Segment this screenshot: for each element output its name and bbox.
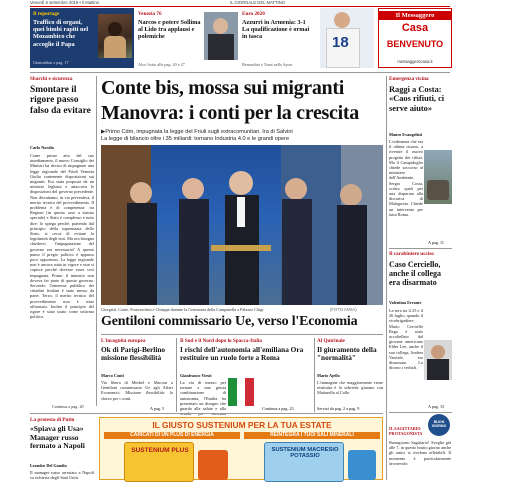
mid-story-3-pages[interactable]: Servizi da pag. 2 a pag. 9 bbox=[317, 406, 360, 411]
mid-story-2-headline[interactable]: I rischi dell'autonomia all'emiliana Ora restituire un ruolo forte a Roma bbox=[180, 345, 304, 363]
promo-reportage-kicker: Il reportage bbox=[33, 11, 60, 17]
left-section: Sbarchi e sicurezza bbox=[30, 76, 73, 82]
mid-story-3-body: L'immagine che maggiormente viene restituita è la sobrietà: giurano con Mattarella al Colle. bbox=[317, 380, 383, 396]
ad-bottom-title: IL GIUSTO SUSTENIUM PER LA TUA ESTATE bbox=[152, 420, 332, 430]
ad-url: messaggerocasa.it bbox=[397, 59, 433, 64]
bottom-left-section: La protesta di Putin bbox=[30, 417, 75, 423]
main-photo[interactable] bbox=[101, 145, 383, 305]
product-right-label: SUSTENIUM MACRESIO POTASSIO bbox=[271, 447, 339, 459]
mid-story-2-body-cont bbox=[256, 380, 312, 406]
mid-story-1-section: L'incognita europea bbox=[101, 338, 146, 344]
col-divider-left bbox=[96, 76, 97, 406]
col-divider-right bbox=[386, 76, 387, 480]
ad-bottom-right-caption: REINTEGRA I TUOI SALI MINERALI bbox=[244, 432, 380, 439]
left-body: Come primo atto del suo insediamento, il nuovo Consiglio dei Ministri ha deciso di impugnare una legge regionale del Friuli Venezia Giulia contenente disposizioni sui migranti. Era stata proposta da un ministro leghista e attaccava le disposizioni del governo precedente. Non discutiamo, in via preventiva, il merito tecnico del provvedimento. Il problema è di competenza: tra Regioni (in questo caso a statuto speciale) e Stato è complesso e tutto dire: lo spiega perché, partendo dal principio della supremazia dello Stato, si cerca di evitare la legittimità degli enti. Ma ora bisogna chiedersi: l'impugnazione del governo era necessaria? A questo punto il pregio politico è apparso poco opportuno. La legge regionale non è ancora stata in vigore e non si capisce perché dovesse esser così impugnata. Primo: il ministro non doveva far parte di questo governo. Secondo: l'interesse pubblico dei cittadini friulani è stato messo da parte. Terzo, il merito tecnico del provvedimento non è stato affrontato. Inoltre il principio del rigore è stato usato come un'arma politica. bbox=[30, 153, 94, 320]
mid-story-2-pages[interactable]: Continua a pag. 23 bbox=[262, 406, 294, 411]
main-headline-1[interactable]: Conte bis, mossa sui migranti bbox=[101, 77, 344, 99]
mid-story-2-body: La via di mezzo per tornare a una giusta combinazione di autonomia, l'Emilia ha presentato un disegno che guarda alla salute e alla bbox=[180, 380, 226, 412]
ad-welcome: BENVENUTO bbox=[386, 39, 444, 49]
bottom-left-body: Il manager russo arrestato a Napoli su richiesta degli Stati Uniti. bbox=[30, 470, 94, 481]
promo-euro-kicker: Euro 2020 bbox=[242, 11, 265, 17]
main-subhead[interactable]: Gentiloni commissario Ue, verso l'Economia bbox=[101, 314, 358, 329]
product-box-left bbox=[124, 442, 194, 482]
right-byline-2: Valentina Errante bbox=[389, 300, 422, 305]
ad-bottom-left-caption: CARICATI DI UN PLUS DI ENERGIA bbox=[104, 432, 240, 439]
badge-label: BUON GIORNO bbox=[431, 420, 447, 428]
promo-euro[interactable] bbox=[240, 8, 374, 68]
horoscope-body: Buongiorno Sagittario! Sveglia già alle 7, in questo brutto giorno anche gli amici si rivelano affidabili. Il momento è particolarmente favorevole. bbox=[389, 440, 451, 466]
bottom-left-headline[interactable]: «Spiava gli Usa» Manager russo fermato a Napoli bbox=[30, 424, 85, 451]
mid-divider-1 bbox=[176, 338, 177, 412]
cerciello-photo bbox=[424, 340, 452, 380]
masthead-strip: IL GIORNALE DEL MATTINO bbox=[230, 0, 285, 5]
product-box-right bbox=[264, 442, 344, 482]
ad-messaggero-casa[interactable] bbox=[378, 8, 452, 68]
bottom-left-byline: Leandro Del Gaudio bbox=[30, 463, 67, 468]
masthead-rule bbox=[30, 6, 450, 7]
mid-story-1-pages[interactable]: A pag. 5 bbox=[150, 406, 165, 411]
right-body-1: L'ordinanza che era il ultima risorsa, a rivenire il nuovo progetto dei rifiuti. Ma il Campidoglio chiede soccorso al ministero dell'Ambiente. Sergio Costa, scritto quali per una disperata alla discarica di Malagrotta. Chiede un intervento per tutta Roma. bbox=[389, 139, 423, 217]
mid-story-1-body: Via libera di Merkel e Macron a Gentiloni commissario Ue agli Affari Economici. Missione flessibilità: lo sforzo per i conti. bbox=[101, 380, 173, 401]
promo-venezia-kicker: Venezia 76 bbox=[138, 11, 162, 17]
promo-euro-text: Azzurri in Armenia: 3-1 La qualificazione è ormai in tasca bbox=[242, 19, 310, 41]
venezia-photo bbox=[204, 12, 238, 60]
right-divider-2 bbox=[389, 412, 452, 413]
right-section-1: Emergenza vicina bbox=[389, 76, 429, 82]
mid-story-2-byline: Gianfranco Viesti bbox=[180, 373, 212, 378]
mid-story-1-byline: Marco Conti bbox=[101, 373, 124, 378]
main-photo-illustration bbox=[101, 145, 383, 305]
promo-euro-byline: Bernardini e Trani nello Sport bbox=[242, 62, 293, 67]
right-body-2: La sera tra il 25 e il 26 luglio, quando il vicebrigadiere Mario Cerciello Rega è stato accoltellato dal giovane americano Elder Lee, anche il suo collega, Andrea Varriale, era disarmato. Lo dicono i verbali. bbox=[389, 308, 424, 371]
buongiorno-badge bbox=[428, 414, 450, 436]
italy-flag-graphic bbox=[228, 378, 254, 406]
main-headline-2[interactable]: Manovra: i conti per la crescita bbox=[101, 102, 359, 124]
right-pages-1[interactable]: A pag. 11 bbox=[428, 240, 445, 245]
promo-venezia[interactable] bbox=[136, 8, 238, 68]
right-byline-1: Mauro Evangelisti bbox=[389, 132, 423, 137]
promo-reportage-byline: Giansaldari a pag. 17 bbox=[33, 60, 69, 65]
mid-story-2-section: Il Sud e il Nord dopo lo Spacca-Italia bbox=[180, 338, 263, 344]
right-divider-1 bbox=[389, 248, 452, 249]
photo-credit: (FOTO ANSA) bbox=[330, 307, 357, 312]
promo-venezia-byline: Alvo Sotto alle pag. 20 e 27 bbox=[138, 62, 185, 67]
mid-story-3-section: Al Quirinale bbox=[317, 338, 345, 344]
subhead-divider bbox=[101, 334, 383, 335]
main-summary-2: La legge di bilancio oltre i 35 miliardi: tornano Industria 4.0 e le grandi opere bbox=[101, 136, 290, 142]
right-section-2: Il carabiniere ucciso bbox=[389, 251, 434, 257]
rifiuti-photo bbox=[424, 150, 452, 204]
right-pages-2[interactable]: A pag. 15 bbox=[428, 404, 445, 409]
bottom-divider bbox=[30, 413, 383, 414]
mid-divider-2 bbox=[314, 338, 315, 412]
header-divider bbox=[30, 72, 450, 73]
right-headline-2[interactable]: Caso Cerciello, anche il collega era disarmato bbox=[389, 260, 441, 287]
promo-reportage[interactable] bbox=[30, 8, 134, 68]
left-headline[interactable]: Smontare il rigore passo falso da evitare bbox=[30, 85, 91, 116]
mid-story-3-headline[interactable]: Il giuramento della "normalità" bbox=[317, 345, 377, 363]
promo-venezia-text: Narcos e potere Sollima al Lido tra applausi e polemiche bbox=[138, 19, 201, 41]
main-summary-1: ▶Primo Cdm, impugnata la legge del Friuli sugli extracomunitari. Ira di Salvini bbox=[101, 129, 293, 135]
promo-reportage-text: Traffico di organi, quei bimbi rapiti nel Mozambico che accoglie il Papa bbox=[33, 19, 89, 48]
reportage-photo bbox=[98, 14, 132, 58]
mid-story-1-headline[interactable]: Ok di Parigi-Berlino missione flessibilità bbox=[101, 345, 166, 363]
photo-caption: Giorgetti, Conte, Franceschini e Chiappa durante la Cerimonia della Campanella a Palazzo Chigi bbox=[101, 307, 264, 312]
left-continue[interactable]: Continua a pag. 20 bbox=[52, 404, 84, 409]
sustenium-ad[interactable] bbox=[99, 417, 383, 480]
dateline: Venerdì 6 settembre 2019 • Il Mattino bbox=[30, 0, 99, 5]
right-headline-1[interactable]: Raggi a Costa: «Caos rifiuti, ci serve aiuto» bbox=[389, 85, 445, 113]
mid-story-3-byline: Mario Ajello bbox=[317, 373, 340, 378]
left-byline: Carlo Nordio bbox=[30, 145, 54, 150]
product-sachet-right bbox=[348, 450, 376, 480]
euro-photo: 18 bbox=[320, 8, 374, 68]
horoscope-kicker: IL SAGITTARIO PROTAGONISTA bbox=[389, 426, 423, 436]
product-left-label: SUSTENIUM PLUS bbox=[131, 447, 189, 454]
product-sachet-left bbox=[198, 450, 228, 480]
ad-brand: Il Messaggero bbox=[379, 11, 451, 20]
ad-section: Casa bbox=[401, 22, 429, 34]
